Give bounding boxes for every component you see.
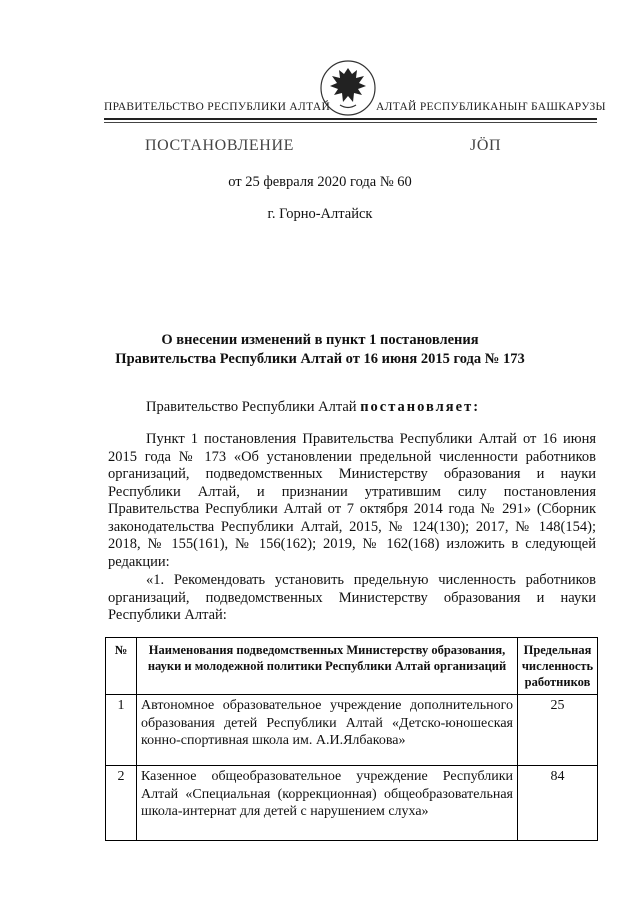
row-count: 25 — [518, 695, 598, 766]
row-name: Казенное общеобразовательное учреждение Республики Алтай «Специальная (коррекционная) общеобразовательная школа-интернат для детей с нарушением слуха» — [137, 766, 518, 841]
main-paragraph: Пункт 1 постановления Правительства Республики Алтай от 16 июня 2015 года № 173 «Об установлении предельной численности работников организаций, подведомственных Министерству образования и науки Республики Алтай, и признании утратившим силу постановления Правительства Республики Алтай от 7 октября 2014 года № 291» (Сборник законодательства Республики Алтай, 2015, № 124(130); 2017, № 148(154); 2018, № 155(161), № 156(162); 2019, № 162(168) изложить в следующей редакции: — [108, 431, 596, 570]
header-org-name-alt: АЛТАЙ РЕСПУБЛИКАНЫҤ БАШКАРУЗЫ — [376, 101, 606, 113]
quote-paragraph: «1. Рекомендовать установить предельную численность работников организаций, подведомственных Министерству образования и науки Республики Алтай: — [108, 572, 596, 623]
document-title: О внесении изменений в пункт 1 постановления Правительства Республики Алтай от 16 июня 2015 года № 173 — [115, 332, 525, 367]
intro-paragraph — [108, 399, 596, 417]
row-num: 2 — [106, 766, 137, 841]
col-header-count: Предельная численность работников — [518, 638, 598, 695]
date-line: от 25 февраля 2020 года № 60 — [228, 174, 412, 190]
row-num: 1 — [106, 695, 137, 766]
table-row — [106, 766, 598, 841]
table-header-row — [106, 638, 598, 695]
header-rule-thick — [104, 118, 597, 120]
intro-emphasis: постановляет: — [360, 399, 481, 415]
header-rule-thin — [104, 122, 597, 123]
col-header-name: Наименования подведомственных Министерству образования, науки и молодежной политики Республики Алтай организаций — [137, 638, 518, 695]
header-org-name-ru: ПРАВИТЕЛЬСТВО РЕСПУБЛИКИ АЛТАЙ — [104, 101, 331, 113]
row-name: Автономное образовательное учреждение дополнительного образования детей Республики Алтай «Детско-юношеская конно-спортивная школа им. А.И.Ялбакова» — [137, 695, 518, 766]
col-header-num: № — [106, 638, 137, 695]
row-count: 84 — [518, 766, 598, 841]
organizations-table — [105, 637, 598, 841]
doc-type-alt: ЈӦП — [470, 137, 502, 154]
doc-type-ru: ПОСТАНОВЛЕНИЕ — [145, 137, 294, 154]
table-row — [106, 695, 598, 766]
intro-text: Правительство Республики Алтай — [146, 399, 361, 415]
city-line: г. Горно-Алтайск — [267, 206, 373, 222]
